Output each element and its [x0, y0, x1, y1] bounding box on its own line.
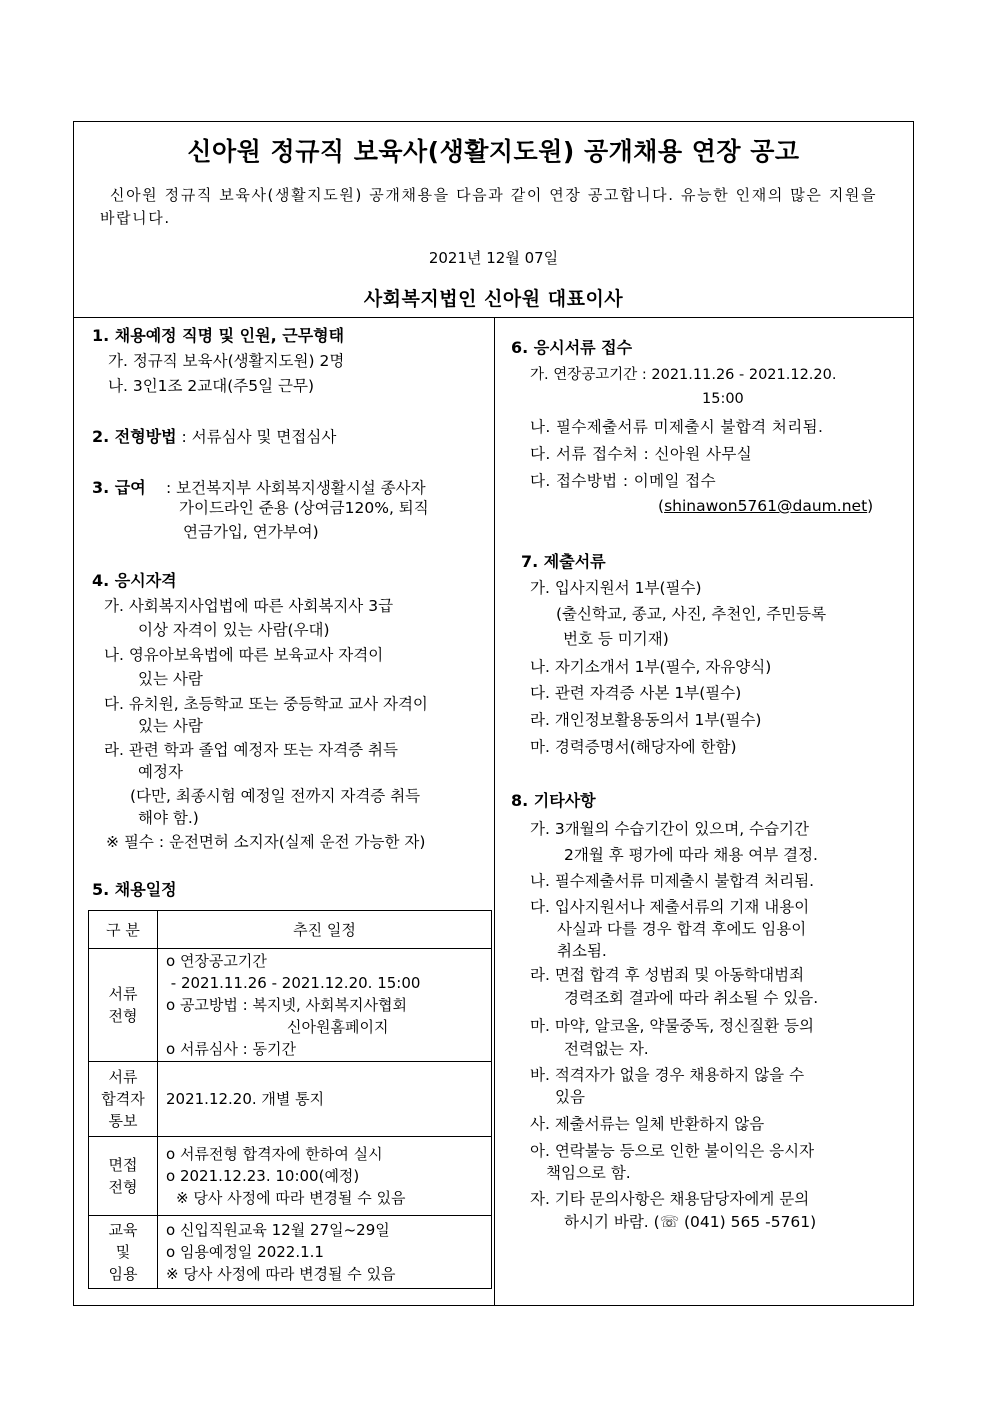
section-2-value: : 서류심사 및 면접심사: [181, 428, 337, 446]
section-8-line: 가. 3개월의 수습기간이 있으며, 수습기간: [530, 820, 809, 838]
section-4-line: 다. 유치원, 초등학교 또는 중등학교 교사 자격이: [104, 695, 428, 713]
section-8-line: 라. 면접 합격 후 성범죄 및 아동학대범죄: [530, 966, 805, 984]
schedule-table: [88, 910, 492, 1289]
table-cell-schedule: [158, 1137, 492, 1216]
table-row: [89, 1216, 492, 1289]
table-header-schedule: 추진 일정: [158, 911, 492, 949]
notice-organization: 사회복지법인 신아원 대표이사: [363, 288, 624, 310]
stage-text: 서류: [108, 1068, 138, 1086]
schedule-line: o 임용예정일 2022.1.1: [166, 1243, 324, 1261]
table-cell-stage: [89, 1216, 158, 1289]
schedule-line: ※ 당사 사정에 따라 변경될 수 있음: [176, 1189, 406, 1207]
section-7-line: 마. 경력증명서(해당자에 한함): [530, 738, 737, 756]
section-4-line: 이상 자격이 있는 사람(우대): [138, 621, 330, 639]
section-8-line: 2개월 후 평가에 따라 채용 여부 결정.: [564, 846, 818, 864]
section-7-line: (출신학교, 종교, 사진, 추천인, 주민등록: [556, 605, 827, 623]
section-7-line: 나. 자기소개서 1부(필수, 자유양식): [530, 658, 772, 676]
stage-text: 전형: [108, 1007, 138, 1025]
section-6-method: 다. 접수방법 : 이메일 접수: [530, 472, 716, 490]
section-2-label: 2. 전형방법: [92, 427, 177, 446]
schedule-line: o 공고방법 : 복지넷, 사회복지사협회: [166, 996, 407, 1014]
section-7-line: 가. 입사지원서 1부(필수): [530, 579, 702, 597]
email-link[interactable]: shinawon5761@daum.net: [664, 497, 868, 515]
schedule-line: o 서류전형 합격자에 한하여 실시: [166, 1145, 383, 1163]
section-3-line: : 보건복지부 사회복지생활시설 종사자: [166, 479, 426, 497]
stage-text: 합격자: [101, 1090, 145, 1108]
section-4-line: 해야 함.): [138, 809, 199, 827]
section-7-heading: 7. 제출서류: [521, 552, 606, 571]
section-4-line: 가. 사회복지사업법에 따른 사회복지사 3급: [104, 597, 394, 615]
section-6-item: 나. 필수제출서류 미제출시 불합격 처리됨.: [530, 418, 824, 436]
required-label: 필수: [123, 833, 154, 851]
section-6-item: 다. 서류 접수처 : 신아원 사무실: [530, 445, 753, 463]
section-8-line: 취소됨.: [557, 942, 607, 960]
section-7-line: 번호 등 미기재): [563, 630, 669, 648]
section-4-line: 예정자: [138, 763, 183, 781]
section-8-line: 나. 필수제출서류 미제출시 불합격 처리됨.: [530, 872, 815, 890]
section-8-line: 바. 적격자가 없을 경우 채용하지 않을 수: [530, 1066, 805, 1084]
section-4-line: (다만, 최종시험 예정일 전까지 자격증 취득: [130, 787, 421, 805]
schedule-line: - 2021.11.26 - 2021.12.20. 15:00: [166, 974, 421, 992]
notice-header: [74, 122, 913, 318]
stage-text: 면접: [108, 1156, 138, 1174]
section-7-line: 다. 관련 자격증 사본 1부(필수): [530, 684, 742, 702]
section-3-label: 3. 급여: [92, 478, 146, 497]
section-2: [92, 427, 336, 447]
section-8-line: 사실과 다를 경우 합격 후에도 임용이: [557, 920, 807, 938]
schedule-line: o 서류심사 : 동기간: [166, 1040, 296, 1058]
schedule-line: ※ 당사 사정에 따라 변경될 수 있음: [166, 1265, 396, 1283]
section-8-line: 있음: [555, 1088, 585, 1106]
notice-intro: 신아원 정규직 보육사(생활지도원) 공개채용을 다음과 같이 연장 공고합니다. 유능한 인재의 많은 지원을 바랍니다.: [100, 186, 878, 227]
schedule-line: o 연장공고기간: [166, 952, 267, 970]
section-1-item: 가. 정규직 보육사(생활지도원) 2명: [108, 352, 345, 370]
table-cell-schedule: [158, 1216, 492, 1289]
notice-title: 신아원 정규직 보육사(생활지도원) 공개채용 연장 공고: [187, 137, 800, 166]
section-7-line: 라. 개인정보활용동의서 1부(필수): [530, 711, 762, 729]
required-text: : 운전면허 소지자(실제 운전 가능한 자): [158, 833, 426, 851]
table-header-row: [89, 911, 492, 949]
table-row: [89, 1062, 492, 1137]
section-8-line: 경력조회 결과에 따라 취소될 수 있음.: [564, 989, 819, 1007]
section-6-email-wrap: (shinawon5761@daum.net): [658, 497, 874, 515]
notice-frame: [73, 121, 914, 1306]
section-4-heading: 4. 응시자격: [92, 571, 177, 590]
section-3-line: 연금가입, 연가부여): [183, 523, 319, 541]
section-6-heading: 6. 응시서류 접수: [511, 338, 633, 357]
section-4-line: 있는 사람: [138, 717, 203, 735]
table-cell-stage: [89, 949, 158, 1062]
section-1-item: 나. 3인1조 2교대(주5일 근무): [108, 377, 315, 395]
section-8-heading: 8. 기타사항: [511, 791, 596, 810]
table-header-stage: 구 분: [89, 911, 158, 949]
column-divider: [494, 318, 495, 1305]
section-8-line: 자. 기타 문의사항은 채용담당자에게 문의: [530, 1190, 810, 1208]
table-cell-stage: [89, 1062, 158, 1137]
table-row: [89, 1137, 492, 1216]
section-4-required: [106, 832, 425, 852]
section-8-line: 사. 제출서류는 일체 반환하지 않음: [530, 1115, 765, 1133]
schedule-line: o 신입직원교육 12월 27일~29일: [166, 1221, 390, 1239]
section-1-heading: 1. 채용예정 직명 및 인원, 근무형태: [92, 326, 345, 345]
section-5-heading: 5. 채용일정: [92, 880, 177, 899]
section-6-period: 가. 연장공고기간 : 2021.11.26 - 2021.12.20.: [530, 367, 837, 383]
stage-text: 교육: [108, 1221, 138, 1239]
section-8-line: 전력없는 자.: [564, 1040, 649, 1058]
reference-mark-icon: ※: [106, 833, 119, 851]
stage-text: 임용: [108, 1265, 138, 1283]
stage-text: 전형: [108, 1178, 138, 1196]
schedule-line: 신아원홈페이지: [287, 1018, 389, 1036]
section-6-period-time: 15:00: [702, 391, 744, 407]
section-8-line: 책임으로 함.: [546, 1164, 631, 1182]
table-cell-schedule: [158, 1062, 492, 1137]
section-8-line: 아. 연락불능 등으로 인한 불이익은 응시자: [530, 1142, 815, 1160]
stage-text: 서류: [108, 985, 138, 1003]
section-4-line: 나. 영유아보육법에 따른 보육교사 자격이: [104, 646, 384, 664]
schedule-line: 2021.12.20. 개별 통지: [166, 1090, 325, 1108]
schedule-line: o 2021.12.23. 10:00(예정): [166, 1167, 360, 1185]
section-4-line: 라. 관련 학과 졸업 예정자 또는 자격증 취득: [104, 741, 398, 759]
stage-text: 통보: [108, 1112, 138, 1130]
section-3-line: 가이드라인 준용 (상여금120%, 퇴직: [179, 499, 429, 517]
section-8-line: 하시기 바람. (☏ (041) 565 -5761): [564, 1213, 817, 1231]
table-row: [89, 949, 492, 1062]
table-cell-stage: [89, 1137, 158, 1216]
table-cell-schedule: [158, 949, 492, 1062]
section-8-line: 마. 마약, 알코올, 약물중독, 정신질환 등의: [530, 1017, 814, 1035]
section-4-line: 있는 사람: [138, 670, 203, 688]
stage-text: 및: [115, 1243, 131, 1261]
notice-date: 2021년 12월 07일: [428, 249, 559, 267]
section-8-line: 다. 입사지원서나 제출서류의 기재 내용이: [530, 898, 810, 916]
